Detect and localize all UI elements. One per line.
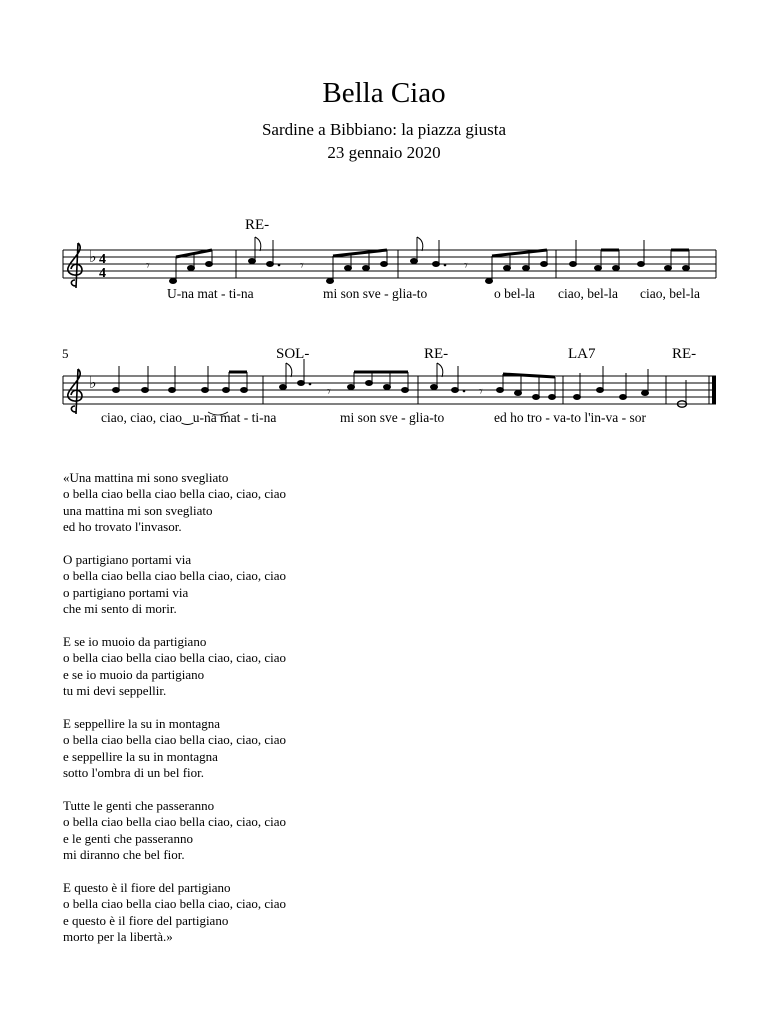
lyric-syllables: ciao, bel-la (558, 286, 618, 301)
lyrics-line-2 (101, 410, 647, 425)
lyric-line: «Una mattina mi sono svegliato (63, 470, 229, 485)
staff-system-2 (62, 346, 716, 425)
lyric-syllables: U-na mat - ti-na (167, 286, 254, 301)
date: 23 gennaio 2020 (327, 143, 441, 162)
lyric-line: E seppellire la su in montagna (63, 716, 221, 732)
sheet-music (0, 0, 768, 440)
lyric-line: o bella ciao bella ciao bella ciao, ciao, ciao (63, 896, 287, 912)
key-signature-flat-icon: ♭ (89, 249, 97, 266)
chord-symbols-line-2 (276, 346, 696, 362)
lyric-line: tu mi devi seppellir. (63, 683, 167, 699)
stanza-1 (63, 470, 286, 536)
lyric-line: E questo è il fiore del partigiano (63, 880, 231, 896)
lyric-line: E se io muoio da partigiano (63, 634, 207, 650)
lyric-line: o bella ciao bella ciao bella ciao, ciao, ciao (63, 486, 287, 502)
lyric-line: e seppellire la su in montagna (63, 748, 218, 764)
stanza-4 (63, 716, 286, 782)
lyric-syllables: ed ho tro - va-to l'in-va - sor (494, 410, 647, 425)
lyric-line: Tutte le genti che passeranno (63, 798, 215, 814)
staff-lines-1 (63, 250, 716, 278)
eighth-rest-icon: 𝄾 (464, 259, 468, 274)
lyric-line: una mattina mi son svegliato (63, 502, 213, 518)
lyric-syllables: ciao, bel-la (640, 286, 700, 301)
staff-system-1 (63, 217, 716, 301)
measure-7 (430, 363, 556, 400)
lyric-line: O partigiano portami via (63, 552, 192, 568)
stanza-6 (63, 880, 286, 946)
stanza-2 (63, 552, 286, 618)
lyric-line: o bella ciao bella ciao bella ciao, ciao, ciao (63, 650, 287, 666)
lyric-line: o partigiano portami via (63, 584, 189, 600)
measure-6 (279, 359, 409, 400)
lyric-syllables: ciao, ciao, ciao‿u-na mat - ti-na (101, 410, 277, 425)
measure-3 (410, 237, 548, 284)
lyric-line: e se io muoio da partigiano (63, 666, 205, 682)
lyric-line: ed ho trovato l'invasor. (63, 519, 182, 535)
time-signature-top: 4 (99, 252, 106, 267)
lyric-line: morto per la libertà.» (63, 929, 173, 945)
lyric-line: sotto l'ombra di un bel fior. (63, 765, 204, 781)
measure-number: 5 (62, 346, 69, 361)
lyrics-line-1 (167, 286, 700, 301)
lyric-syllables: o bel-la (494, 286, 535, 301)
eighth-rest-icon: 𝄾 (146, 259, 150, 274)
lyric-line: o bella ciao bella ciao bella ciao, ciao, ciao (63, 568, 287, 584)
lyric-syllables: mi son sve - glia-to (340, 410, 445, 425)
chord-symbol: LA7 (568, 346, 596, 362)
chord-symbol: RE- (424, 346, 449, 362)
lyric-line: o bella ciao bella ciao bella ciao, ciao, ciao (63, 814, 287, 830)
lyric-line: che mi sento di morir. (63, 601, 177, 617)
chord-symbol: SOL- (276, 346, 310, 362)
stanza-3 (63, 634, 286, 700)
song-title: Bella Ciao (322, 77, 446, 109)
lyric-line: e le genti che passeranno (63, 830, 193, 846)
time-signature-bottom: 4 (99, 266, 106, 281)
chord-symbol: RE- (672, 346, 697, 362)
lyrics-text (63, 470, 286, 962)
measure-9 (678, 380, 687, 407)
subtitle: Sardine a Bibbiano: la piazza giusta (261, 120, 507, 139)
lyric-line: o bella ciao bella ciao bella ciao, ciao, ciao (63, 732, 287, 748)
eighth-rest-icon: 𝄾 (479, 385, 483, 400)
stanza-5 (63, 798, 286, 864)
eighth-rest-icon: 𝄾 (327, 385, 331, 400)
key-signature-flat-icon: ♭ (89, 375, 97, 392)
final-barline (712, 376, 716, 404)
lyric-syllables: mi son sve - glia-to (323, 286, 428, 301)
chord-symbol: RE- (245, 217, 270, 233)
measure-1 (146, 250, 213, 284)
measure-2 (248, 237, 388, 284)
lyric-line: e questo è il fiore del partigiano (63, 912, 229, 928)
measure-4 (569, 240, 690, 271)
lyric-line: mi diranno che bel fior. (63, 847, 185, 863)
eighth-rest-icon: 𝄾 (300, 259, 304, 274)
